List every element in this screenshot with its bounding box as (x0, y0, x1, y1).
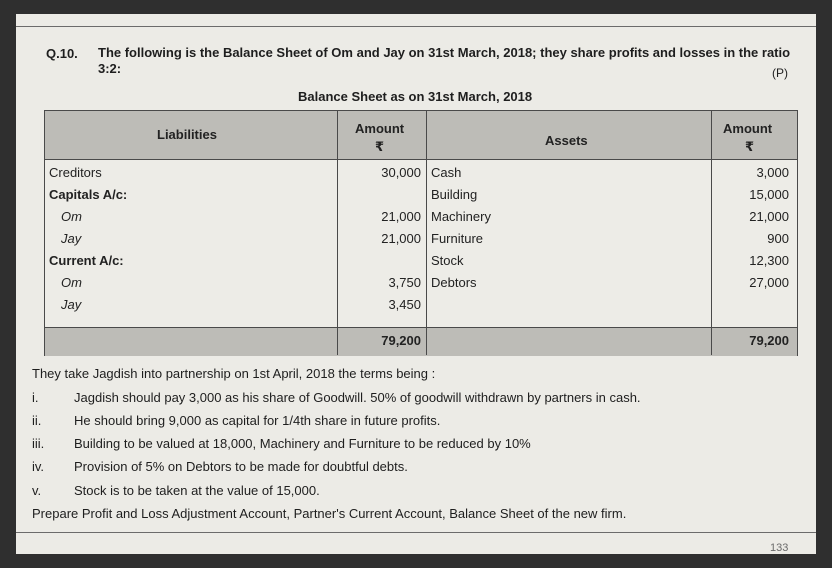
total-assets: 79,200 (749, 333, 789, 348)
asset-amount: 900 (767, 231, 789, 246)
liability-label: Om (61, 209, 82, 224)
asset-amount: 12,300 (749, 253, 789, 268)
liability-label: Jay (61, 231, 82, 246)
asset-label: Debtors (431, 275, 477, 290)
question-text: The following is the Balance Sheet of Om and Jay on 31st March, 2018; they share profits and losses in the ratio 3:2: (98, 45, 791, 76)
currency-symbol: ₹ (375, 139, 385, 154)
question-tag: (P) (772, 66, 788, 80)
liability-label: Capitals A/c: (49, 187, 128, 202)
liability-amount: 21,000 (381, 209, 421, 224)
liability-label: Creditors (49, 165, 102, 180)
term-text: Jagdish should pay 3,000 as his share of Goodwill. 50% of goodwill withdrawn by partners in cash. (74, 390, 641, 405)
liability-amount: 30,000 (381, 165, 421, 180)
asset-label: Building (431, 187, 478, 202)
header-assets: Assets (545, 133, 588, 148)
header-amount-liabilities: Amount (355, 121, 405, 136)
liability-label: Jay (61, 297, 82, 312)
currency-symbol: ₹ (745, 139, 755, 154)
asset-label: Stock (431, 253, 464, 268)
question-number: Q.10. (46, 46, 78, 61)
liability-amount: 3,750 (388, 275, 421, 290)
header-amount-assets: Amount (723, 121, 773, 136)
liability-amount: 21,000 (381, 231, 421, 246)
textbook-page (16, 14, 816, 554)
terms-intro: They take Jagdish into partnership on 1st April, 2018 the terms being : (32, 366, 436, 381)
total-liabilities: 79,200 (381, 333, 421, 348)
asset-amount: 3,000 (756, 165, 789, 180)
term-text: He should bring 9,000 as capital for 1/4th share in future profits. (74, 413, 441, 428)
liability-label: Om (61, 275, 82, 290)
asset-label: Furniture (431, 231, 484, 246)
balance-sheet-title: Balance Sheet as on 31st March, 2018 (298, 89, 533, 104)
instruction-text: Prepare Profit and Loss Adjustment Account, Partner's Current Account, Balance Sheet of the new firm. (32, 506, 627, 521)
term-text: Stock is to be taken at the value of 15,000. (74, 483, 320, 498)
liability-label: Current A/c: (49, 253, 124, 268)
term-number: ii. (32, 413, 42, 428)
term-number: iii. (32, 436, 45, 451)
top-rule (16, 14, 816, 27)
term-number: iv. (32, 459, 45, 474)
asset-amount: 27,000 (749, 275, 789, 290)
term-text: Building to be valued at 18,000, Machinery and Furniture to be reduced by 10% (74, 436, 531, 451)
term-text: Provision of 5% on Debtors to be made for doubtful debts. (74, 459, 408, 474)
asset-label: Cash (431, 165, 462, 180)
column-divider (426, 111, 427, 355)
asset-label: Machinery (431, 209, 491, 224)
balance-sheet-table (44, 110, 798, 356)
asset-amount: 15,000 (749, 187, 789, 202)
term-number: i. (32, 390, 39, 405)
page-number: 133 (770, 542, 789, 554)
table-total-row (45, 327, 797, 356)
term-number: v. (32, 483, 42, 498)
asset-amount: 21,000 (749, 209, 789, 224)
bottom-rule (16, 532, 816, 533)
liability-amount: 3,450 (388, 297, 421, 312)
header-liabilities: Liabilities (157, 127, 217, 142)
